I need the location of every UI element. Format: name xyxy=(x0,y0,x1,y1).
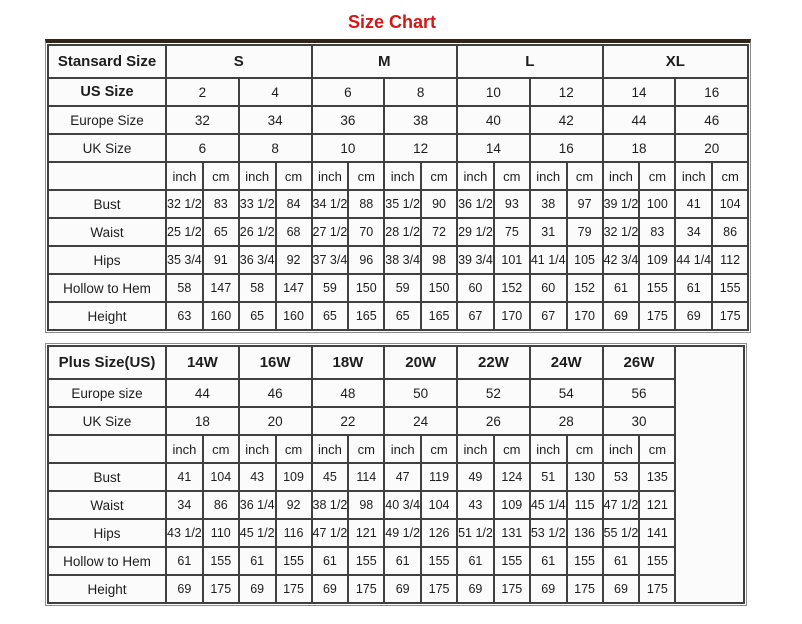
plus-size-table-frame xyxy=(45,343,747,606)
measure-value-cell: 110 xyxy=(203,519,239,547)
measure-value-cell: 44 1/4 xyxy=(675,246,712,274)
measure-value-cell: 104 xyxy=(421,491,457,519)
measure-value-cell: 51 xyxy=(530,463,567,491)
measure-value-cell: 98 xyxy=(348,491,384,519)
unit-cm-cell: cm xyxy=(494,162,530,190)
measure-value-cell: 69 xyxy=(603,575,640,603)
measure-value-cell: 69 xyxy=(384,575,421,603)
size-value-cell: 14 xyxy=(457,134,530,162)
size-value-cell: 44 xyxy=(166,379,239,407)
measure-value-cell: 70 xyxy=(348,218,384,246)
size-value-cell: 52 xyxy=(457,379,530,407)
measure-value-cell: 124 xyxy=(494,463,530,491)
unit-inch-cell: inch xyxy=(530,435,567,463)
measure-value-cell: 155 xyxy=(421,547,457,575)
measure-value-cell: 101 xyxy=(494,246,530,274)
measure-value-cell: 41 1/4 xyxy=(530,246,567,274)
measure-value-cell: 32 1/2 xyxy=(603,218,640,246)
measure-value-cell: 69 xyxy=(166,575,203,603)
measure-value-cell: 150 xyxy=(421,274,457,302)
measure-value-cell: 119 xyxy=(421,463,457,491)
size-value-cell: 14 xyxy=(603,78,676,106)
measure-value-cell: 69 xyxy=(239,575,276,603)
measure-value-cell: 34 xyxy=(675,218,712,246)
measure-value-cell: 96 xyxy=(348,246,384,274)
size-value-cell: 2 xyxy=(166,78,239,106)
size-value-cell: 48 xyxy=(312,379,385,407)
measure-value-cell: 92 xyxy=(276,246,312,274)
row-label-cell: Hips xyxy=(48,519,166,547)
measure-value-cell: 29 1/2 xyxy=(457,218,494,246)
measure-value-cell: 58 xyxy=(239,274,276,302)
measure-value-cell: 115 xyxy=(567,491,603,519)
corner-label-cell: Plus Size(US) xyxy=(48,346,166,379)
size-group-header: M xyxy=(312,45,458,78)
unit-inch-cell: inch xyxy=(675,162,712,190)
measure-value-cell: 65 xyxy=(312,302,349,330)
measure-value-cell: 141 xyxy=(639,519,675,547)
page-title: Size Chart xyxy=(347,12,437,32)
measure-value-cell: 121 xyxy=(348,519,384,547)
row-label-cell: Waist xyxy=(48,491,166,519)
size-value-cell: 54 xyxy=(530,379,603,407)
measure-value-cell: 49 1/2 xyxy=(384,519,421,547)
unit-inch-cell: inch xyxy=(603,435,640,463)
unit-cm-cell: cm xyxy=(567,435,603,463)
measure-value-cell: 175 xyxy=(203,575,239,603)
measure-value-cell: 155 xyxy=(276,547,312,575)
measure-value-cell: 61 xyxy=(603,274,640,302)
measure-value-cell: 45 1/2 xyxy=(239,519,276,547)
row-label-cell: Europe size xyxy=(48,379,166,407)
row-label-cell: Europe Size xyxy=(48,106,166,134)
measure-value-cell: 130 xyxy=(567,463,603,491)
row-label-cell: Height xyxy=(48,575,166,603)
size-value-cell: 56 xyxy=(603,379,676,407)
measure-value-cell: 38 1/2 xyxy=(312,491,349,519)
unit-inch-cell: inch xyxy=(239,162,276,190)
size-value-cell: 34 xyxy=(239,106,312,134)
size-value-cell: 10 xyxy=(312,134,385,162)
measure-value-cell: 135 xyxy=(639,463,675,491)
measure-value-cell: 69 xyxy=(530,575,567,603)
measure-value-cell: 59 xyxy=(312,274,349,302)
measure-value-cell: 32 1/2 xyxy=(166,190,203,218)
size-value-cell: 16 xyxy=(530,134,603,162)
row-label-cell: Height xyxy=(48,302,166,330)
unit-inch-cell: inch xyxy=(457,162,494,190)
standard-size-table-frame xyxy=(45,39,751,333)
measure-value-cell: 175 xyxy=(639,575,675,603)
measure-value-cell: 109 xyxy=(276,463,312,491)
measure-value-cell: 65 xyxy=(384,302,421,330)
unit-cm-cell: cm xyxy=(639,435,675,463)
unit-cm-cell: cm xyxy=(567,162,603,190)
measure-value-cell: 83 xyxy=(639,218,675,246)
size-group-header: L xyxy=(457,45,603,78)
measure-value-cell: 86 xyxy=(203,491,239,519)
measure-value-cell: 121 xyxy=(639,491,675,519)
measure-value-cell: 41 xyxy=(675,190,712,218)
size-value-cell: 8 xyxy=(239,134,312,162)
measure-value-cell: 69 xyxy=(312,575,349,603)
measure-value-cell: 61 xyxy=(675,274,712,302)
measure-value-cell: 175 xyxy=(712,302,748,330)
measure-value-cell: 136 xyxy=(567,519,603,547)
size-value-cell: 26 xyxy=(457,407,530,435)
measure-value-cell: 58 xyxy=(166,274,203,302)
size-value-cell: 12 xyxy=(384,134,457,162)
measure-value-cell: 152 xyxy=(494,274,530,302)
measure-value-cell: 126 xyxy=(421,519,457,547)
measure-value-cell: 155 xyxy=(712,274,748,302)
measure-value-cell: 26 1/2 xyxy=(239,218,276,246)
size-group-header: 20W xyxy=(384,346,457,379)
measure-value-cell: 61 xyxy=(166,547,203,575)
measure-value-cell: 105 xyxy=(567,246,603,274)
measure-value-cell: 27 1/2 xyxy=(312,218,349,246)
unit-cm-cell: cm xyxy=(276,435,312,463)
measure-value-cell: 100 xyxy=(639,190,675,218)
size-group-header: 24W xyxy=(530,346,603,379)
measure-value-cell: 147 xyxy=(276,274,312,302)
size-group-header: S xyxy=(166,45,312,78)
size-value-cell: 20 xyxy=(675,134,748,162)
measure-value-cell: 93 xyxy=(494,190,530,218)
unit-inch-cell: inch xyxy=(384,435,421,463)
measure-value-cell: 86 xyxy=(712,218,748,246)
measure-value-cell: 69 xyxy=(603,302,640,330)
size-group-header: 26W xyxy=(603,346,676,379)
measure-value-cell: 69 xyxy=(457,575,494,603)
unit-inch-cell: inch xyxy=(166,435,203,463)
measure-value-cell: 43 1/2 xyxy=(166,519,203,547)
measure-value-cell: 53 xyxy=(603,463,640,491)
measure-value-cell: 61 xyxy=(384,547,421,575)
size-value-cell: 22 xyxy=(312,407,385,435)
size-value-cell: 6 xyxy=(312,78,385,106)
size-value-cell: 36 xyxy=(312,106,385,134)
size-value-cell: 18 xyxy=(603,134,676,162)
unit-inch-cell: inch xyxy=(312,435,349,463)
measure-value-cell: 59 xyxy=(384,274,421,302)
measure-value-cell: 55 1/2 xyxy=(603,519,640,547)
measure-value-cell: 75 xyxy=(494,218,530,246)
measure-value-cell: 175 xyxy=(276,575,312,603)
measure-value-cell: 51 1/2 xyxy=(457,519,494,547)
measure-value-cell: 175 xyxy=(348,575,384,603)
size-value-cell: 24 xyxy=(384,407,457,435)
unit-cm-cell: cm xyxy=(494,435,530,463)
measure-value-cell: 116 xyxy=(276,519,312,547)
measure-value-cell: 92 xyxy=(276,491,312,519)
measure-value-cell: 68 xyxy=(276,218,312,246)
measure-value-cell: 61 xyxy=(312,547,349,575)
size-value-cell: 6 xyxy=(166,134,239,162)
measure-value-cell: 131 xyxy=(494,519,530,547)
measure-value-cell: 97 xyxy=(567,190,603,218)
empty-spacer-cell xyxy=(675,346,744,603)
unit-cm-cell: cm xyxy=(421,162,457,190)
measure-value-cell: 25 1/2 xyxy=(166,218,203,246)
measure-value-cell: 38 3/4 xyxy=(384,246,421,274)
size-value-cell: 40 xyxy=(457,106,530,134)
measure-value-cell: 90 xyxy=(421,190,457,218)
measure-value-cell: 47 1/2 xyxy=(312,519,349,547)
measure-value-cell: 61 xyxy=(239,547,276,575)
measure-value-cell: 72 xyxy=(421,218,457,246)
measure-value-cell: 170 xyxy=(567,302,603,330)
row-label-cell: US Size xyxy=(48,78,166,106)
plus-size-table xyxy=(47,345,745,604)
unit-inch-cell: inch xyxy=(384,162,421,190)
measure-value-cell: 88 xyxy=(348,190,384,218)
measure-value-cell: 65 xyxy=(239,302,276,330)
unit-inch-cell: inch xyxy=(457,435,494,463)
measure-value-cell: 65 xyxy=(203,218,239,246)
measure-value-cell: 79 xyxy=(567,218,603,246)
measure-value-cell: 155 xyxy=(639,547,675,575)
size-value-cell: 44 xyxy=(603,106,676,134)
measure-value-cell: 47 1/2 xyxy=(603,491,640,519)
measure-value-cell: 114 xyxy=(348,463,384,491)
measure-value-cell: 61 xyxy=(457,547,494,575)
size-group-header: 22W xyxy=(457,346,530,379)
size-value-cell: 12 xyxy=(530,78,603,106)
row-label-cell: Bust xyxy=(48,463,166,491)
size-value-cell: 38 xyxy=(384,106,457,134)
measure-value-cell: 155 xyxy=(348,547,384,575)
unit-cm-cell: cm xyxy=(276,162,312,190)
size-value-cell: 4 xyxy=(239,78,312,106)
unit-inch-cell: inch xyxy=(530,162,567,190)
measure-value-cell: 45 xyxy=(312,463,349,491)
measure-value-cell: 35 3/4 xyxy=(166,246,203,274)
measure-value-cell: 175 xyxy=(421,575,457,603)
size-value-cell: 30 xyxy=(603,407,676,435)
row-label-cell: UK Size xyxy=(48,134,166,162)
measure-value-cell: 47 xyxy=(384,463,421,491)
measure-value-cell: 36 3/4 xyxy=(239,246,276,274)
measure-value-cell: 33 1/2 xyxy=(239,190,276,218)
unit-inch-cell: inch xyxy=(166,162,203,190)
unit-cm-cell: cm xyxy=(348,162,384,190)
measure-value-cell: 104 xyxy=(203,463,239,491)
measure-value-cell: 63 xyxy=(166,302,203,330)
size-value-cell: 20 xyxy=(239,407,312,435)
unit-cm-cell: cm xyxy=(712,162,748,190)
size-value-cell: 46 xyxy=(675,106,748,134)
unit-inch-cell: inch xyxy=(603,162,640,190)
measure-value-cell: 43 xyxy=(239,463,276,491)
measure-value-cell: 155 xyxy=(639,274,675,302)
unit-cm-cell: cm xyxy=(421,435,457,463)
row-label-cell: Waist xyxy=(48,218,166,246)
measure-value-cell: 41 xyxy=(166,463,203,491)
measure-value-cell: 155 xyxy=(494,547,530,575)
measure-value-cell: 150 xyxy=(348,274,384,302)
measure-value-cell: 61 xyxy=(530,547,567,575)
measure-value-cell: 39 1/2 xyxy=(603,190,640,218)
measure-value-cell: 39 3/4 xyxy=(457,246,494,274)
measure-value-cell: 34 xyxy=(166,491,203,519)
measure-value-cell: 165 xyxy=(421,302,457,330)
corner-label-cell: Stansard Size xyxy=(48,45,166,78)
unit-cm-cell: cm xyxy=(639,162,675,190)
measure-value-cell: 152 xyxy=(567,274,603,302)
size-value-cell: 42 xyxy=(530,106,603,134)
measure-value-cell: 36 1/4 xyxy=(239,491,276,519)
measure-value-cell: 67 xyxy=(457,302,494,330)
measure-value-cell: 175 xyxy=(567,575,603,603)
size-value-cell: 10 xyxy=(457,78,530,106)
unit-cm-cell: cm xyxy=(348,435,384,463)
measure-value-cell: 60 xyxy=(457,274,494,302)
size-value-cell: 28 xyxy=(530,407,603,435)
measure-value-cell: 35 1/2 xyxy=(384,190,421,218)
measure-value-cell: 69 xyxy=(675,302,712,330)
size-value-cell: 18 xyxy=(166,407,239,435)
measure-value-cell: 147 xyxy=(203,274,239,302)
standard-size-table xyxy=(47,44,749,331)
measure-value-cell: 109 xyxy=(494,491,530,519)
unit-cm-cell: cm xyxy=(203,435,239,463)
measure-value-cell: 83 xyxy=(203,190,239,218)
size-chart-page xyxy=(0,12,802,606)
unit-row-blank-cell xyxy=(48,435,166,463)
measure-value-cell: 28 1/2 xyxy=(384,218,421,246)
measure-value-cell: 155 xyxy=(567,547,603,575)
measure-value-cell: 109 xyxy=(639,246,675,274)
measure-value-cell: 155 xyxy=(203,547,239,575)
measure-value-cell: 45 1/4 xyxy=(530,491,567,519)
unit-inch-cell: inch xyxy=(239,435,276,463)
size-group-header: 16W xyxy=(239,346,312,379)
measure-value-cell: 42 3/4 xyxy=(603,246,640,274)
row-label-cell: Hollow to Hem xyxy=(48,547,166,575)
measure-value-cell: 38 xyxy=(530,190,567,218)
measure-value-cell: 175 xyxy=(494,575,530,603)
measure-value-cell: 160 xyxy=(276,302,312,330)
measure-value-cell: 170 xyxy=(494,302,530,330)
row-label-cell: Hips xyxy=(48,246,166,274)
measure-value-cell: 40 3/4 xyxy=(384,491,421,519)
measure-value-cell: 175 xyxy=(639,302,675,330)
measure-value-cell: 84 xyxy=(276,190,312,218)
unit-row-blank-cell xyxy=(48,162,166,190)
size-group-header: 18W xyxy=(312,346,385,379)
measure-value-cell: 36 1/2 xyxy=(457,190,494,218)
size-group-header: XL xyxy=(603,45,749,78)
size-value-cell: 50 xyxy=(384,379,457,407)
unit-cm-cell: cm xyxy=(203,162,239,190)
measure-value-cell: 91 xyxy=(203,246,239,274)
unit-inch-cell: inch xyxy=(312,162,349,190)
measure-value-cell: 112 xyxy=(712,246,748,274)
row-label-cell: Bust xyxy=(48,190,166,218)
measure-value-cell: 98 xyxy=(421,246,457,274)
size-value-cell: 46 xyxy=(239,379,312,407)
measure-value-cell: 49 xyxy=(457,463,494,491)
measure-value-cell: 61 xyxy=(603,547,640,575)
size-value-cell: 32 xyxy=(166,106,239,134)
measure-value-cell: 165 xyxy=(348,302,384,330)
size-value-cell: 8 xyxy=(384,78,457,106)
size-group-header: 14W xyxy=(166,346,239,379)
measure-value-cell: 160 xyxy=(203,302,239,330)
measure-value-cell: 60 xyxy=(530,274,567,302)
measure-value-cell: 37 3/4 xyxy=(312,246,349,274)
measure-value-cell: 43 xyxy=(457,491,494,519)
row-label-cell: UK Size xyxy=(48,407,166,435)
measure-value-cell: 31 xyxy=(530,218,567,246)
size-value-cell: 16 xyxy=(675,78,748,106)
measure-value-cell: 53 1/2 xyxy=(530,519,567,547)
row-label-cell: Hollow to Hem xyxy=(48,274,166,302)
measure-value-cell: 67 xyxy=(530,302,567,330)
measure-value-cell: 34 1/2 xyxy=(312,190,349,218)
measure-value-cell: 104 xyxy=(712,190,748,218)
